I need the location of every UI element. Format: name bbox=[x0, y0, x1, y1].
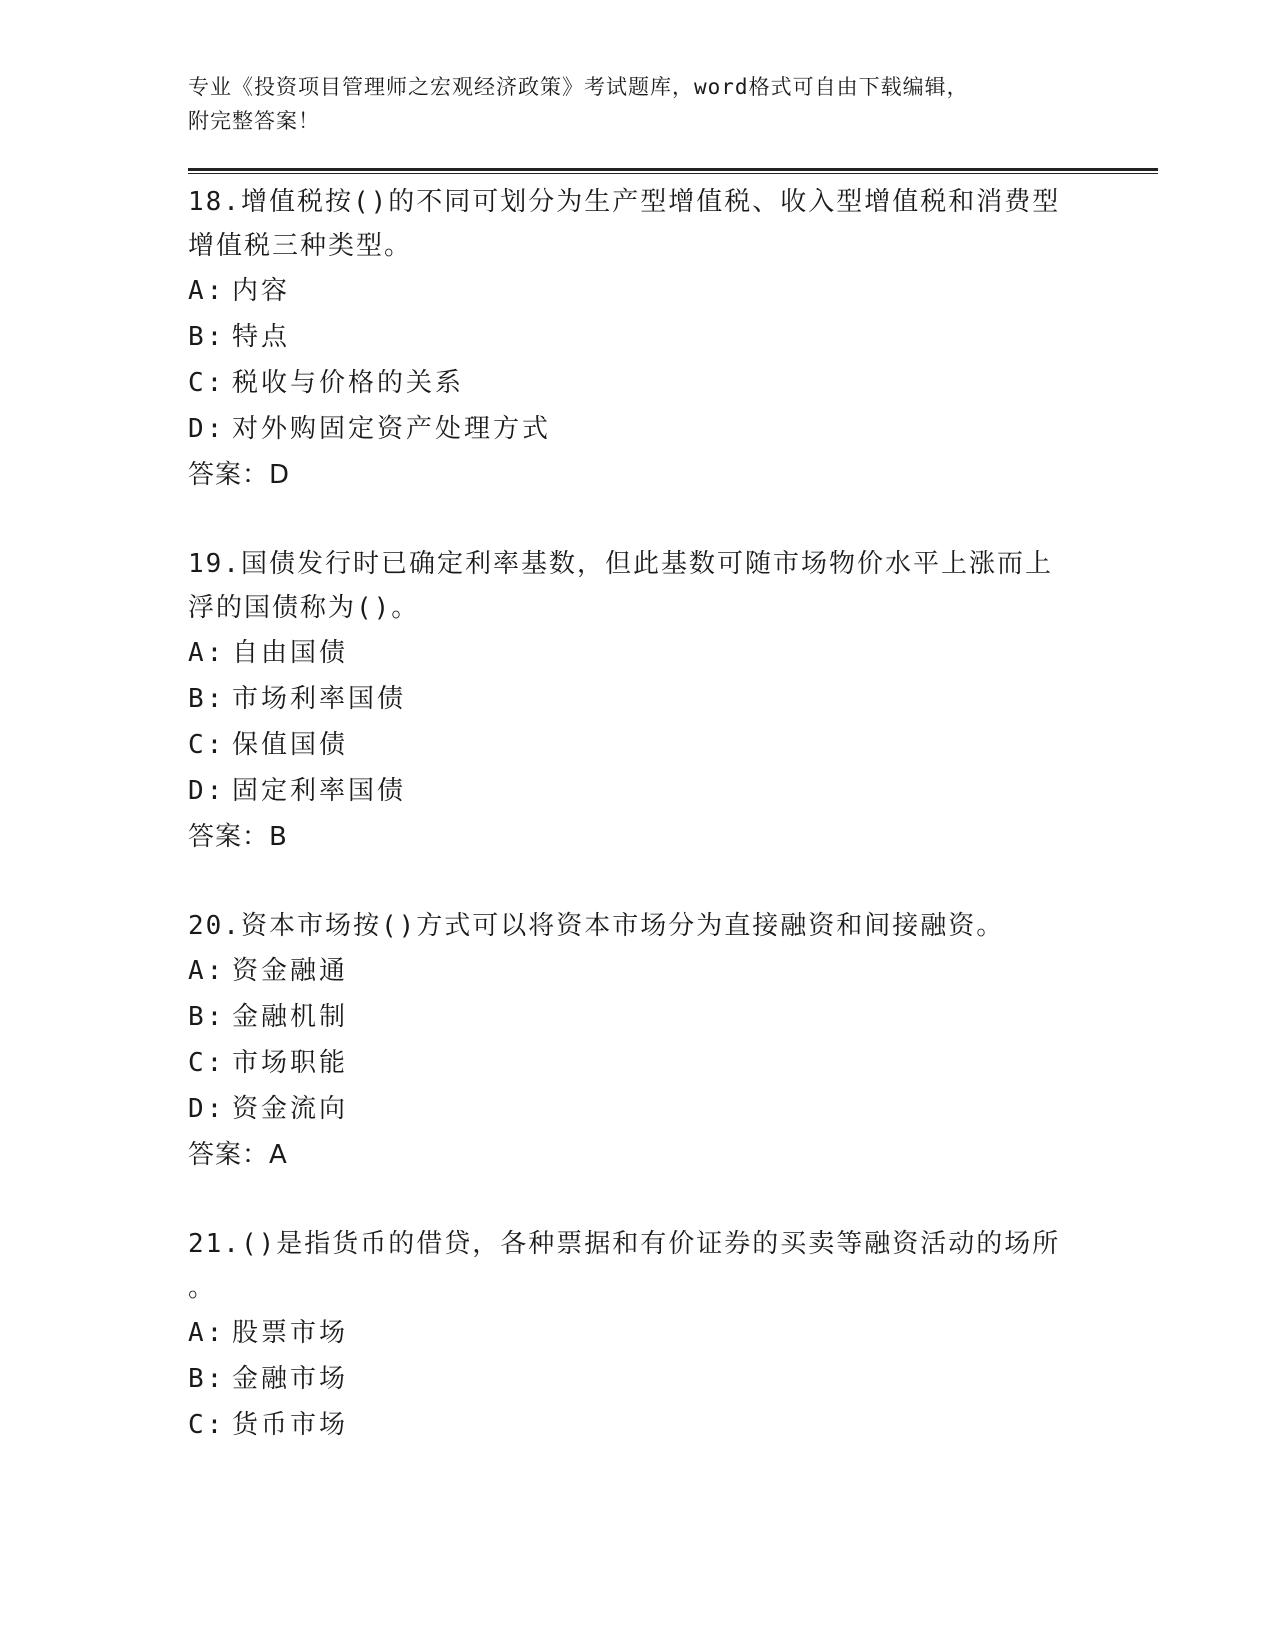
answer-key: 答案：D bbox=[188, 460, 291, 490]
answer-key: 答案：B bbox=[188, 822, 288, 852]
question-stem-line: 18.增值税按()的不同可划分为生产型增值税、收入型增值税和消费型 bbox=[188, 187, 1061, 217]
question-spacer bbox=[188, 498, 1158, 542]
option-key: D: bbox=[188, 1094, 226, 1124]
option-text: 市场利率国债 bbox=[232, 684, 407, 714]
question-spacer bbox=[188, 860, 1158, 904]
option-key: B: bbox=[188, 684, 226, 714]
answer-option bbox=[188, 994, 1088, 1040]
option-key: B: bbox=[188, 1002, 226, 1032]
option-text: 金融机制 bbox=[232, 1002, 349, 1032]
question-spacer bbox=[188, 1178, 1158, 1222]
option-text: 资金融通 bbox=[232, 956, 349, 986]
header-title-line-2: 附完整答案！ bbox=[188, 109, 320, 133]
document-page bbox=[188, 70, 1158, 1448]
option-key: A: bbox=[188, 956, 226, 986]
option-text: 固定利率国债 bbox=[232, 776, 407, 806]
option-key: C: bbox=[188, 368, 226, 398]
option-text: 金融市场 bbox=[232, 1364, 349, 1394]
answer-option bbox=[188, 1402, 1088, 1448]
option-key: B: bbox=[188, 1364, 226, 1394]
option-text: 保值国债 bbox=[232, 730, 349, 760]
option-key: C: bbox=[188, 1410, 226, 1440]
option-key: D: bbox=[188, 776, 226, 806]
option-key: C: bbox=[188, 1048, 226, 1078]
option-text: 市场职能 bbox=[232, 1048, 349, 1078]
option-key: A: bbox=[188, 1318, 226, 1348]
answer-option bbox=[188, 768, 1088, 814]
option-text: 自由国债 bbox=[232, 638, 349, 668]
answer-option bbox=[188, 406, 1088, 452]
option-text: 资金流向 bbox=[232, 1094, 349, 1124]
header-divider bbox=[188, 168, 1158, 174]
option-text: 对外购固定资产处理方式 bbox=[232, 414, 552, 444]
question-stem-line: 21.()是指货币的借贷，各种票据和有价证券的买卖等融资活动的场所 bbox=[188, 1229, 1061, 1259]
question-block bbox=[188, 904, 1088, 1178]
option-text: 税收与价格的关系 bbox=[232, 368, 465, 398]
option-key: A: bbox=[188, 276, 226, 306]
answer-option bbox=[188, 1040, 1088, 1086]
question-stem-line: 。 bbox=[188, 1273, 217, 1303]
question-stem-line: 20.资本市场按()方式可以将资本市场分为直接融资和间接融资。 bbox=[188, 911, 1005, 941]
question-stem-line: 19.国债发行时已确定利率基数，但此基数可随市场物价水平上涨而上 bbox=[188, 549, 1053, 579]
option-key: B: bbox=[188, 322, 226, 352]
answer-option bbox=[188, 722, 1088, 768]
document-header bbox=[188, 70, 1088, 138]
answer-option bbox=[188, 1356, 1088, 1402]
answer-option bbox=[188, 360, 1088, 406]
answer-option bbox=[188, 630, 1088, 676]
answer-option bbox=[188, 676, 1088, 722]
question-stem-line: 浮的国债称为()。 bbox=[188, 593, 420, 623]
answer-option bbox=[188, 1310, 1088, 1356]
answer-option bbox=[188, 314, 1088, 360]
option-text: 特点 bbox=[232, 322, 291, 352]
option-key: C: bbox=[188, 730, 226, 760]
question-block bbox=[188, 180, 1088, 498]
option-key: A: bbox=[188, 638, 226, 668]
option-text: 股票市场 bbox=[232, 1318, 349, 1348]
question-list bbox=[188, 180, 1158, 1448]
header-title-line-1: 专业《投资项目管理师之宏观经济政策》考试题库，word格式可自由下载编辑， bbox=[188, 75, 969, 99]
question-stem-line: 增值税三种类型。 bbox=[188, 231, 413, 261]
option-key: D: bbox=[188, 414, 226, 444]
question-block bbox=[188, 1222, 1088, 1448]
answer-option bbox=[188, 948, 1088, 994]
option-text: 内容 bbox=[232, 276, 291, 306]
answer-key: 答案：A bbox=[188, 1140, 288, 1170]
question-block bbox=[188, 542, 1088, 860]
option-text: 货币市场 bbox=[232, 1410, 349, 1440]
answer-option bbox=[188, 1086, 1088, 1132]
answer-option bbox=[188, 268, 1088, 314]
